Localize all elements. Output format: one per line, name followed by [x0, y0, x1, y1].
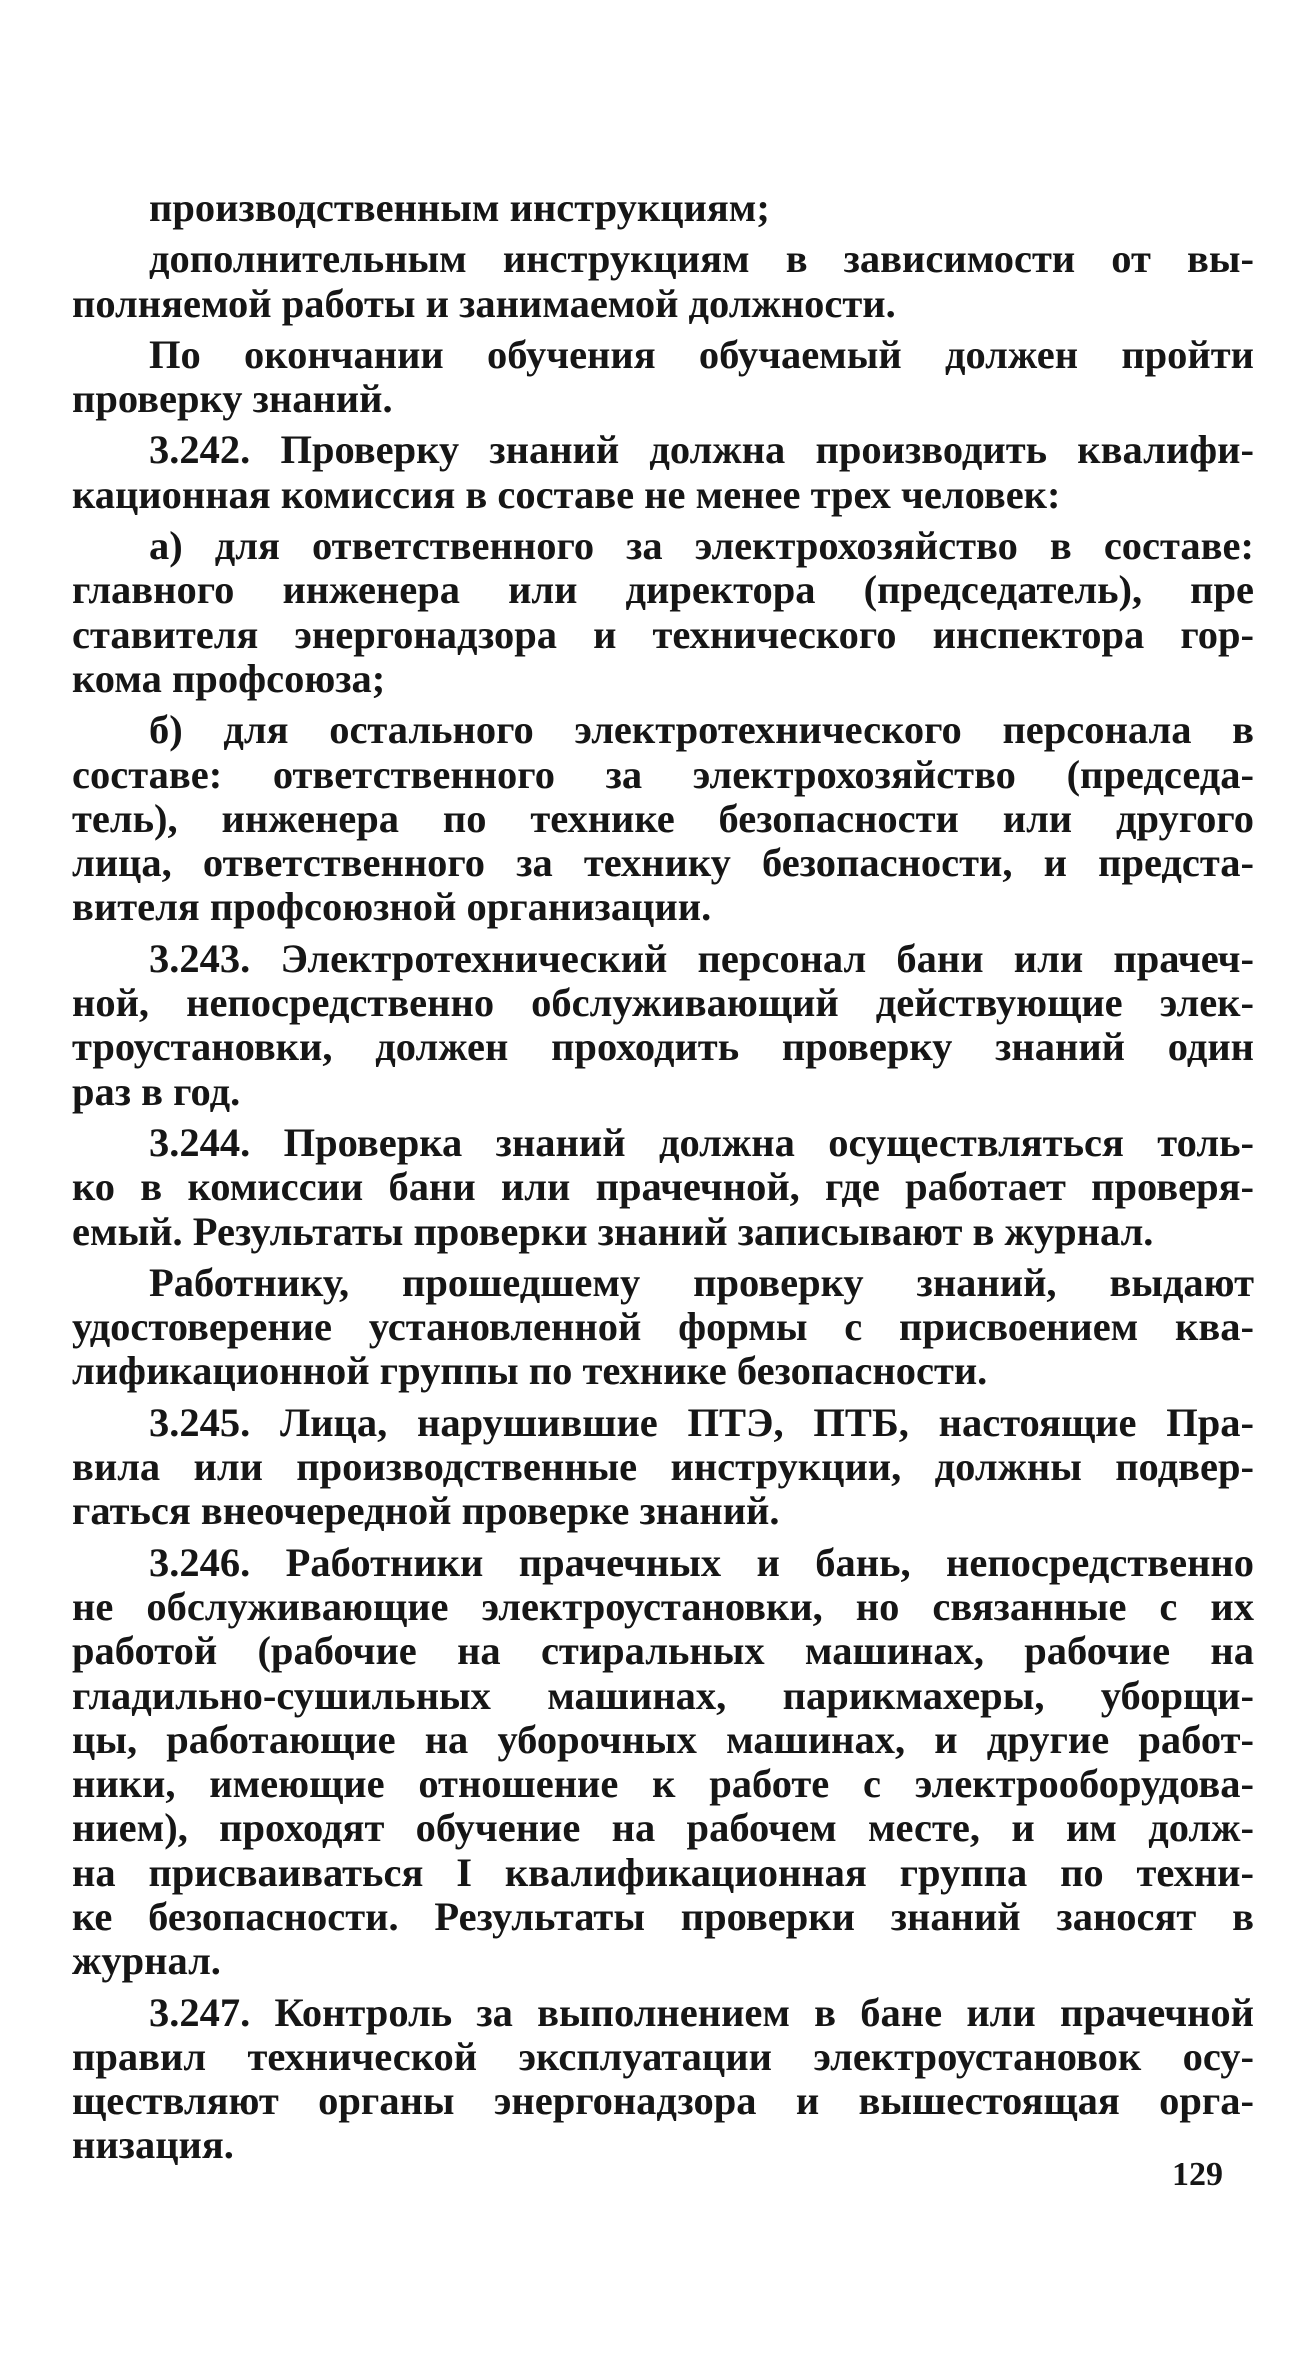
text-line: 3.245. Лица, нарушившие ПТЭ, ПТБ, настоящие Пра-: [149, 1399, 1254, 1445]
text-line: лица, ответственного за технику безопасности, и предста-: [72, 840, 1254, 886]
text-line: ко в комиссии бани или прачечной, где работает проверя-: [72, 1164, 1254, 1210]
text-line: тель), инженера по технике безопасности или другого: [72, 795, 1254, 841]
text-line: цы, работающие на уборочных машинах, и другие работ-: [72, 1716, 1254, 1762]
text-line: раз в год.: [72, 1068, 241, 1114]
text-line: ники, имеющие отношение к работе с электрооборудова-: [72, 1761, 1254, 1807]
paragraph: [72, 1401, 1254, 1534]
paragraph: [72, 186, 1254, 230]
text-line: б) для остального электротехнического персонала в: [149, 707, 1254, 753]
text-line: кома профсоюза;: [72, 655, 386, 701]
text-line: гладильно-сушильных машинах, парикмахеры, уборщи-: [72, 1672, 1254, 1718]
page-body: [72, 186, 1254, 2175]
paragraph: [72, 708, 1254, 929]
text-line: 3.246. Работники прачечных и бань, непосредственно: [149, 1539, 1254, 1585]
text-line: удостоверение установленной формы с присвоением ква-: [72, 1304, 1254, 1350]
paragraph: [72, 428, 1254, 517]
text-line: 3.242. Проверку знаний должна производить квалифи-: [149, 427, 1254, 473]
text-line: лификационной группы по технике безопасности.: [72, 1348, 988, 1394]
text-line: главного инженера или директора (председатель), пре: [72, 567, 1254, 613]
text-line: емый. Результаты проверки знаний записывают в журнал.: [72, 1208, 1154, 1254]
text-line: работой (рабочие на стиральных машинах, рабочие на: [72, 1628, 1254, 1674]
text-line: низация.: [72, 2122, 234, 2168]
text-line: не обслуживающие электроустановки, но связанные с их: [72, 1583, 1254, 1629]
text-line: ке безопасности. Результаты проверки знаний заносят в: [72, 1893, 1254, 1939]
paragraph: [72, 333, 1254, 422]
text-line: ществляют органы энергонадзора и вышестоящая орга-: [72, 2078, 1254, 2124]
text-line: нием), проходят обучение на рабочем месте, и им долж-: [72, 1805, 1254, 1851]
text-line: кационная комиссия в составе не менее трех человек:: [72, 471, 1061, 517]
text-line: гаться внеочередной проверке знаний.: [72, 1488, 780, 1534]
text-line: 3.244. Проверка знаний должна осуществляться толь-: [149, 1119, 1254, 1165]
text-line: вила или производственные инструкции, должны подвер-: [72, 1444, 1254, 1490]
text-line: троустановки, должен проходить проверку знаний один: [72, 1024, 1254, 1070]
paragraph: [72, 1121, 1254, 1254]
paragraph: [72, 1261, 1254, 1394]
paragraph: [72, 524, 1254, 701]
paragraph: [72, 1541, 1254, 1984]
page-number: 129: [1172, 2156, 1223, 2193]
paragraph: [72, 937, 1254, 1114]
text-line: а) для ответственного за электрохозяйство в составе:: [149, 523, 1254, 569]
paragraph: [72, 237, 1254, 326]
text-line: Работнику, прошедшему проверку знаний, выдают: [149, 1259, 1254, 1305]
text-line: По окончании обучения обучаемый должен пройти: [149, 331, 1254, 377]
text-line: дополнительным инструкциям в зависимости от вы-: [149, 236, 1254, 282]
text-line: ставителя энергонадзора и технического инспектора гор-: [72, 611, 1254, 657]
paragraph: [72, 1991, 1254, 2168]
text-line: проверку знаний.: [72, 376, 393, 422]
text-line: производственным инструкциям;: [149, 185, 770, 230]
text-line: составе: ответственного за электрохозяйство (председа-: [72, 751, 1254, 797]
text-line: журнал.: [72, 1938, 221, 1984]
text-line: ной, непосредственно обслуживающий действующие элек-: [72, 980, 1254, 1026]
text-line: 3.243. Электротехнический персонал бани или прачеч-: [149, 935, 1254, 981]
text-line: 3.247. Контроль за выполнением в бане или прачечной: [149, 1989, 1254, 2035]
text-line: правил технической эксплуатации электроустановок осу-: [72, 2033, 1254, 2079]
text-line: полняемой работы и занимаемой должности.: [72, 280, 896, 326]
text-line: вителя профсоюзной организации.: [72, 884, 712, 930]
text-line: на присваиваться I квалификационная группа по техни-: [72, 1849, 1254, 1895]
